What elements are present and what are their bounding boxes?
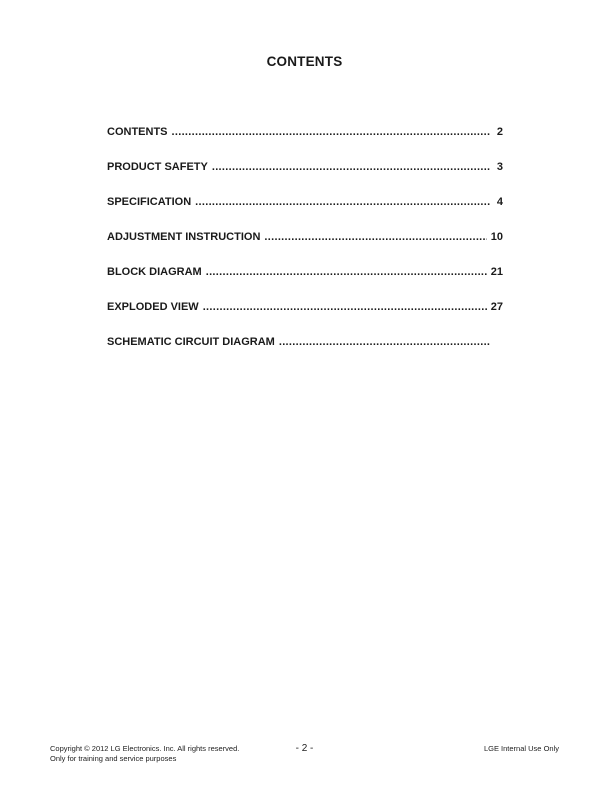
toc-entry-label: PRODUCT SAFETY: [107, 161, 208, 173]
toc-dot-leader: [212, 161, 491, 173]
toc-dot-leader: [279, 336, 491, 348]
toc-entry-label: SPECIFICATION: [107, 196, 192, 208]
toc-entry-label: SCHEMATIC CIRCUIT DIAGRAM: [107, 336, 275, 348]
toc-dot-leader: [172, 126, 492, 138]
page-title: CONTENTS: [266, 54, 343, 69]
toc-entry-product-safety[interactable]: [107, 161, 503, 196]
toc-entry-page: 2: [496, 126, 503, 138]
toc-entry-adjustment-instruction[interactable]: [107, 231, 503, 266]
toc-entry-label: ADJUSTMENT INSTRUCTION: [107, 231, 261, 243]
toc-entry-page: 27: [490, 301, 503, 313]
toc-entry-label: EXPLODED VIEW: [107, 301, 199, 313]
toc-entry-page: 21: [490, 266, 503, 278]
toc-entry-label: BLOCK DIAGRAM: [107, 266, 202, 278]
toc-entry-specification[interactable]: [107, 196, 503, 231]
footer-training-note: Only for training and service purposes: [50, 754, 177, 763]
toc-entry-contents[interactable]: [107, 126, 503, 161]
toc-entry-page: 3: [496, 161, 503, 173]
footer-copyright: Copyright © 2012 LG Electronics. Inc. All rights reserved.: [50, 744, 240, 753]
toc-dot-leader: [203, 301, 487, 313]
toc-entry-block-diagram[interactable]: [107, 266, 503, 301]
footer-internal-use: LGE Internal Use Only: [483, 744, 559, 753]
toc-entry-exploded-view[interactable]: [107, 301, 503, 336]
toc-entry-label: CONTENTS: [107, 126, 168, 138]
footer-page-number: - 2 -: [295, 743, 314, 754]
toc-dot-leader: [195, 196, 491, 208]
toc-dot-leader: [264, 231, 486, 243]
toc-dot-leader: [206, 266, 487, 278]
toc-entry-page: 10: [490, 231, 503, 243]
toc-entry-page: 4: [496, 196, 503, 208]
toc-entry-schematic-circuit-diagram[interactable]: [107, 336, 503, 371]
table-of-contents: [107, 126, 503, 371]
